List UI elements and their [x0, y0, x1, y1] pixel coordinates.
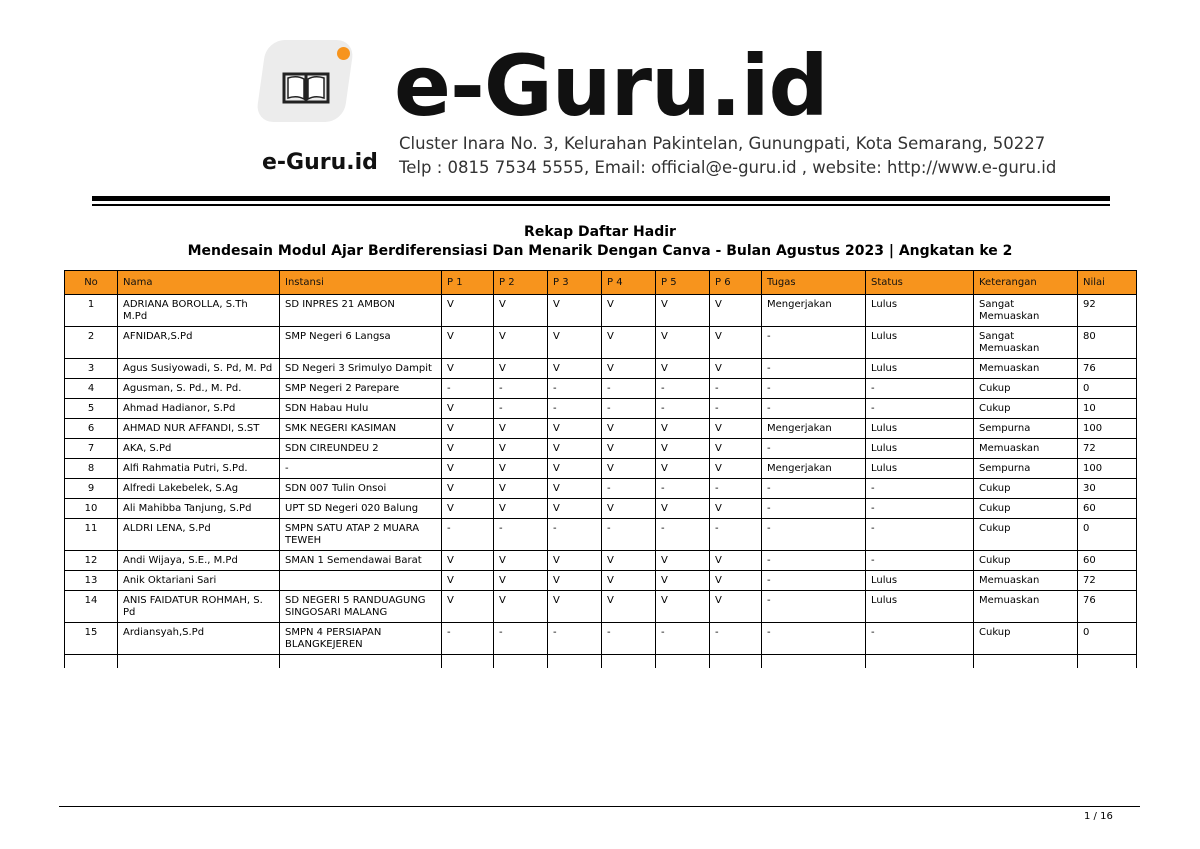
cell-p3: V — [548, 327, 602, 359]
table-row — [65, 439, 1137, 459]
cell-no: 15 — [65, 623, 118, 655]
cell-no: 9 — [65, 479, 118, 499]
cell-keterangan: Sangat Memuaskan — [974, 327, 1078, 359]
cell-instansi — [280, 571, 442, 591]
cell-p3: V — [548, 571, 602, 591]
cell-status: - — [866, 399, 974, 419]
cell-p2: V — [494, 499, 548, 519]
cell-keterangan: Cukup — [974, 399, 1078, 419]
cell-nama: Ahmad Hadianor, S.Pd — [118, 399, 280, 419]
cell-no: 5 — [65, 399, 118, 419]
cell-instansi: SDN Habau Hulu — [280, 399, 442, 419]
cell-empty — [974, 655, 1078, 669]
cell-p2: V — [494, 551, 548, 571]
cell-p1: V — [442, 295, 494, 327]
cell-nilai: 92 — [1078, 295, 1137, 327]
cell-keterangan: Cukup — [974, 519, 1078, 551]
cell-p3: V — [548, 591, 602, 623]
cell-keterangan: Memuaskan — [974, 439, 1078, 459]
table-row — [65, 359, 1137, 379]
cell-keterangan: Memuaskan — [974, 591, 1078, 623]
cell-p6: - — [710, 519, 762, 551]
col-header-no: No — [65, 271, 118, 295]
col-header-instansi: Instansi — [280, 271, 442, 295]
cell-tugas: - — [762, 359, 866, 379]
cell-p6: V — [710, 359, 762, 379]
col-header-p1: P 1 — [442, 271, 494, 295]
cell-p1: V — [442, 499, 494, 519]
cell-nilai: 72 — [1078, 571, 1137, 591]
cell-empty — [656, 655, 710, 669]
cell-p4: V — [602, 551, 656, 571]
table-row — [65, 419, 1137, 439]
cell-instansi: UPT SD Negeri 020 Balung — [280, 499, 442, 519]
cell-p3: - — [548, 399, 602, 419]
table-header-row — [65, 271, 1137, 295]
cell-status: - — [866, 499, 974, 519]
cell-nilai: 0 — [1078, 379, 1137, 399]
cell-nilai: 10 — [1078, 399, 1137, 419]
report-subtitle: Mendesain Modul Ajar Berdiferensiasi Dan Menarik Dengan Canva - Bulan Agustus 2023 | Angkatan ke 2 — [187, 243, 1013, 259]
cell-keterangan: Memuaskan — [974, 571, 1078, 591]
cell-keterangan: Cukup — [974, 479, 1078, 499]
cell-p4: - — [602, 519, 656, 551]
cell-status: Lulus — [866, 439, 974, 459]
table-body — [65, 295, 1137, 669]
cell-nama: Andi Wijaya, S.E., M.Pd — [118, 551, 280, 571]
cell-keterangan: Sempurna — [974, 419, 1078, 439]
cell-tugas: - — [762, 439, 866, 459]
cell-keterangan: Sangat Memuaskan — [974, 295, 1078, 327]
cell-p3: - — [548, 519, 602, 551]
cell-p3: V — [548, 439, 602, 459]
cell-no: 6 — [65, 419, 118, 439]
cell-no: 14 — [65, 591, 118, 623]
cell-p5: V — [656, 327, 710, 359]
cell-status: - — [866, 379, 974, 399]
cell-tugas: - — [762, 399, 866, 419]
cell-p5: - — [656, 623, 710, 655]
header-rule-thick — [92, 196, 1110, 201]
cell-p1: V — [442, 419, 494, 439]
cell-instansi: SDN CIREUNDEU 2 — [280, 439, 442, 459]
cell-p2: - — [494, 379, 548, 399]
cell-nama: Ali Mahibba Tanjung, S.Pd — [118, 499, 280, 519]
cell-status: Lulus — [866, 419, 974, 439]
cell-instansi: SMPN SATU ATAP 2 MUARA TEWEH — [280, 519, 442, 551]
cell-p6: - — [710, 479, 762, 499]
table-row — [65, 327, 1137, 359]
cell-p2: V — [494, 571, 548, 591]
cell-status: Lulus — [866, 571, 974, 591]
cell-nilai: 100 — [1078, 419, 1137, 439]
cell-tugas: - — [762, 571, 866, 591]
cell-p6: - — [710, 623, 762, 655]
cell-p4: - — [602, 479, 656, 499]
cell-p4: V — [602, 439, 656, 459]
cell-p2: V — [494, 359, 548, 379]
cell-no: 8 — [65, 459, 118, 479]
logo-wordmark: e-Guru.id — [262, 150, 378, 175]
table-row — [65, 379, 1137, 399]
cell-p2: V — [494, 419, 548, 439]
cell-p2: V — [494, 591, 548, 623]
cell-p6: V — [710, 327, 762, 359]
cell-instansi: SDN 007 Tulin Onsoi — [280, 479, 442, 499]
cell-p2: - — [494, 519, 548, 551]
cell-p4: V — [602, 359, 656, 379]
cell-status: Lulus — [866, 295, 974, 327]
cell-no: 7 — [65, 439, 118, 459]
cell-p4: - — [602, 379, 656, 399]
cell-empty — [762, 655, 866, 669]
cell-empty — [65, 655, 118, 669]
cell-no: 10 — [65, 499, 118, 519]
cell-tugas: Mengerjakan — [762, 419, 866, 439]
cell-status: Lulus — [866, 359, 974, 379]
cell-nama: Agusman, S. Pd., M. Pd. — [118, 379, 280, 399]
cell-status: Lulus — [866, 459, 974, 479]
cell-no: 1 — [65, 295, 118, 327]
cell-p3: V — [548, 419, 602, 439]
cell-instansi: SD INPRES 21 AMBON — [280, 295, 442, 327]
cell-keterangan: Memuaskan — [974, 359, 1078, 379]
cell-p1: V — [442, 439, 494, 459]
cell-tugas: Mengerjakan — [762, 459, 866, 479]
cell-nilai: 72 — [1078, 439, 1137, 459]
address: Cluster Inara No. 3, Kelurahan Pakintelan, Gunungpati, Kota Semarang, 50227 — [399, 134, 1046, 153]
cell-p1: - — [442, 379, 494, 399]
cell-p5: - — [656, 399, 710, 419]
cell-nilai: 60 — [1078, 551, 1137, 571]
cell-empty — [118, 655, 280, 669]
cell-empty — [548, 655, 602, 669]
cell-nilai: 76 — [1078, 359, 1137, 379]
cell-p4: V — [602, 459, 656, 479]
table-row — [65, 499, 1137, 519]
cell-p3: V — [548, 359, 602, 379]
cell-nama: Agus Susiyowadi, S. Pd, M. Pd — [118, 359, 280, 379]
cell-p5: V — [656, 295, 710, 327]
cell-nama: Anik Oktariani Sari — [118, 571, 280, 591]
cell-p6: V — [710, 419, 762, 439]
cell-status: - — [866, 623, 974, 655]
cell-p5: - — [656, 479, 710, 499]
cell-status: - — [866, 551, 974, 571]
cell-keterangan: Cukup — [974, 623, 1078, 655]
cell-p4: V — [602, 591, 656, 623]
cell-p1: V — [442, 359, 494, 379]
cell-nilai: 80 — [1078, 327, 1137, 359]
table-row — [65, 459, 1137, 479]
cell-tugas: - — [762, 499, 866, 519]
col-header-p2: P 2 — [494, 271, 548, 295]
cell-nilai: 0 — [1078, 519, 1137, 551]
cell-no: 12 — [65, 551, 118, 571]
cell-p5: V — [656, 551, 710, 571]
cell-p4: V — [602, 419, 656, 439]
col-header-nilai: Nilai — [1078, 271, 1137, 295]
page-number: 1 / 16 — [1084, 811, 1113, 822]
cell-p3: V — [548, 551, 602, 571]
header-rule-thin — [92, 204, 1110, 206]
cell-p6: V — [710, 459, 762, 479]
cell-p3: - — [548, 623, 602, 655]
table-row — [65, 479, 1137, 499]
cell-p1: - — [442, 519, 494, 551]
cell-keterangan: Sempurna — [974, 459, 1078, 479]
cell-instansi: - — [280, 459, 442, 479]
cell-p3: - — [548, 379, 602, 399]
cell-nilai: 30 — [1078, 479, 1137, 499]
cell-p6: V — [710, 571, 762, 591]
table-row — [65, 551, 1137, 571]
cell-p5: V — [656, 571, 710, 591]
cell-p2: V — [494, 439, 548, 459]
cell-p4: V — [602, 327, 656, 359]
cell-nama: ALDRI LENA, S.Pd — [118, 519, 280, 551]
cell-empty — [280, 655, 442, 669]
cell-status: - — [866, 519, 974, 551]
cell-empty — [442, 655, 494, 669]
col-header-nama: Nama — [118, 271, 280, 295]
cell-tugas: - — [762, 551, 866, 571]
cell-p6: V — [710, 295, 762, 327]
table-row — [65, 591, 1137, 623]
cell-nama: Alfi Rahmatia Putri, S.Pd. — [118, 459, 280, 479]
cell-p4: V — [602, 571, 656, 591]
cell-instansi: SD NEGERI 5 RANDUAGUNG SINGOSARI MALANG — [280, 591, 442, 623]
table-row-continuation — [65, 655, 1137, 669]
logo-dot — [337, 47, 350, 60]
cell-p5: V — [656, 439, 710, 459]
footer-rule — [59, 806, 1140, 807]
cell-empty — [866, 655, 974, 669]
cell-instansi: SMPN 4 PERSIAPAN BLANGKEJEREN — [280, 623, 442, 655]
cell-tugas: - — [762, 379, 866, 399]
cell-nilai: 100 — [1078, 459, 1137, 479]
col-header-p4: P 4 — [602, 271, 656, 295]
cell-p5: - — [656, 379, 710, 399]
cell-status: - — [866, 479, 974, 499]
col-header-p3: P 3 — [548, 271, 602, 295]
cell-instansi: SMK NEGERI KASIMAN — [280, 419, 442, 439]
table-row — [65, 295, 1137, 327]
cell-p3: V — [548, 479, 602, 499]
cell-p1: - — [442, 623, 494, 655]
cell-p6: V — [710, 499, 762, 519]
cell-p4: V — [602, 499, 656, 519]
cell-p6: V — [710, 439, 762, 459]
cell-nama: Alfredi Lakebelek, S.Ag — [118, 479, 280, 499]
cell-no: 11 — [65, 519, 118, 551]
cell-p4: V — [602, 295, 656, 327]
cell-tugas: - — [762, 327, 866, 359]
col-header-status: Status — [866, 271, 974, 295]
cell-p2: V — [494, 295, 548, 327]
col-header-p6: P 6 — [710, 271, 762, 295]
table-row — [65, 519, 1137, 551]
cell-p3: V — [548, 499, 602, 519]
cell-p2: - — [494, 623, 548, 655]
cell-p5: V — [656, 359, 710, 379]
cell-tugas: Mengerjakan — [762, 295, 866, 327]
cell-p1: V — [442, 459, 494, 479]
cell-p5: - — [656, 519, 710, 551]
table-row — [65, 623, 1137, 655]
cell-no: 2 — [65, 327, 118, 359]
cell-nilai: 60 — [1078, 499, 1137, 519]
cell-nama: AHMAD NUR AFFANDI, S.ST — [118, 419, 280, 439]
cell-no: 13 — [65, 571, 118, 591]
col-header-tugas: Tugas — [762, 271, 866, 295]
cell-empty — [710, 655, 762, 669]
cell-status: Lulus — [866, 327, 974, 359]
col-header-keterangan: Keterangan — [974, 271, 1078, 295]
cell-p6: V — [710, 591, 762, 623]
cell-p1: V — [442, 327, 494, 359]
brand-title: e-Guru.id — [394, 37, 828, 135]
report-title: Rekap Daftar Hadir — [524, 224, 676, 240]
cell-no: 4 — [65, 379, 118, 399]
cell-status: Lulus — [866, 591, 974, 623]
col-header-p5: P 5 — [656, 271, 710, 295]
cell-instansi: SMAN 1 Semendawai Barat — [280, 551, 442, 571]
cell-tugas: - — [762, 479, 866, 499]
cell-nama: AKA, S.Pd — [118, 439, 280, 459]
cell-p2: V — [494, 327, 548, 359]
cell-nilai: 76 — [1078, 591, 1137, 623]
cell-p1: V — [442, 571, 494, 591]
cell-instansi: SMP Negeri 6 Langsa — [280, 327, 442, 359]
table-row — [65, 571, 1137, 591]
cell-p3: V — [548, 295, 602, 327]
cell-p6: - — [710, 379, 762, 399]
cell-tugas: - — [762, 519, 866, 551]
cell-nama: ANIS FAIDATUR ROHMAH, S. Pd — [118, 591, 280, 623]
cell-keterangan: Cukup — [974, 499, 1078, 519]
cell-empty — [1078, 655, 1137, 669]
book-icon — [282, 70, 330, 106]
cell-p3: V — [548, 459, 602, 479]
cell-keterangan: Cukup — [974, 551, 1078, 571]
cell-nama: Ardiansyah,S.Pd — [118, 623, 280, 655]
cell-tugas: - — [762, 591, 866, 623]
cell-p5: V — [656, 419, 710, 439]
cell-p5: V — [656, 591, 710, 623]
cell-p2: V — [494, 459, 548, 479]
cell-p6: - — [710, 399, 762, 419]
cell-p2: V — [494, 479, 548, 499]
cell-nama: ADRIANA BOROLLA, S.Th M.Pd — [118, 295, 280, 327]
cell-p4: - — [602, 623, 656, 655]
cell-instansi: SD Negeri 3 Srimulyo Dampit — [280, 359, 442, 379]
cell-nilai: 0 — [1078, 623, 1137, 655]
cell-no: 3 — [65, 359, 118, 379]
cell-nama: AFNIDAR,S.Pd — [118, 327, 280, 359]
cell-p1: V — [442, 479, 494, 499]
cell-p5: V — [656, 459, 710, 479]
contact-info: Telp : 0815 7534 5555, Email: official@e-guru.id , website: http://www.e-guru.id — [399, 158, 1057, 177]
cell-p6: V — [710, 551, 762, 571]
cell-instansi: SMP Negeri 2 Parepare — [280, 379, 442, 399]
cell-p5: V — [656, 499, 710, 519]
attendance-table — [64, 270, 1137, 668]
cell-p4: - — [602, 399, 656, 419]
cell-p1: V — [442, 591, 494, 623]
cell-p1: V — [442, 551, 494, 571]
cell-empty — [602, 655, 656, 669]
cell-keterangan: Cukup — [974, 379, 1078, 399]
cell-p1: V — [442, 399, 494, 419]
table-row — [65, 399, 1137, 419]
cell-empty — [494, 655, 548, 669]
cell-tugas: - — [762, 623, 866, 655]
cell-p2: - — [494, 399, 548, 419]
